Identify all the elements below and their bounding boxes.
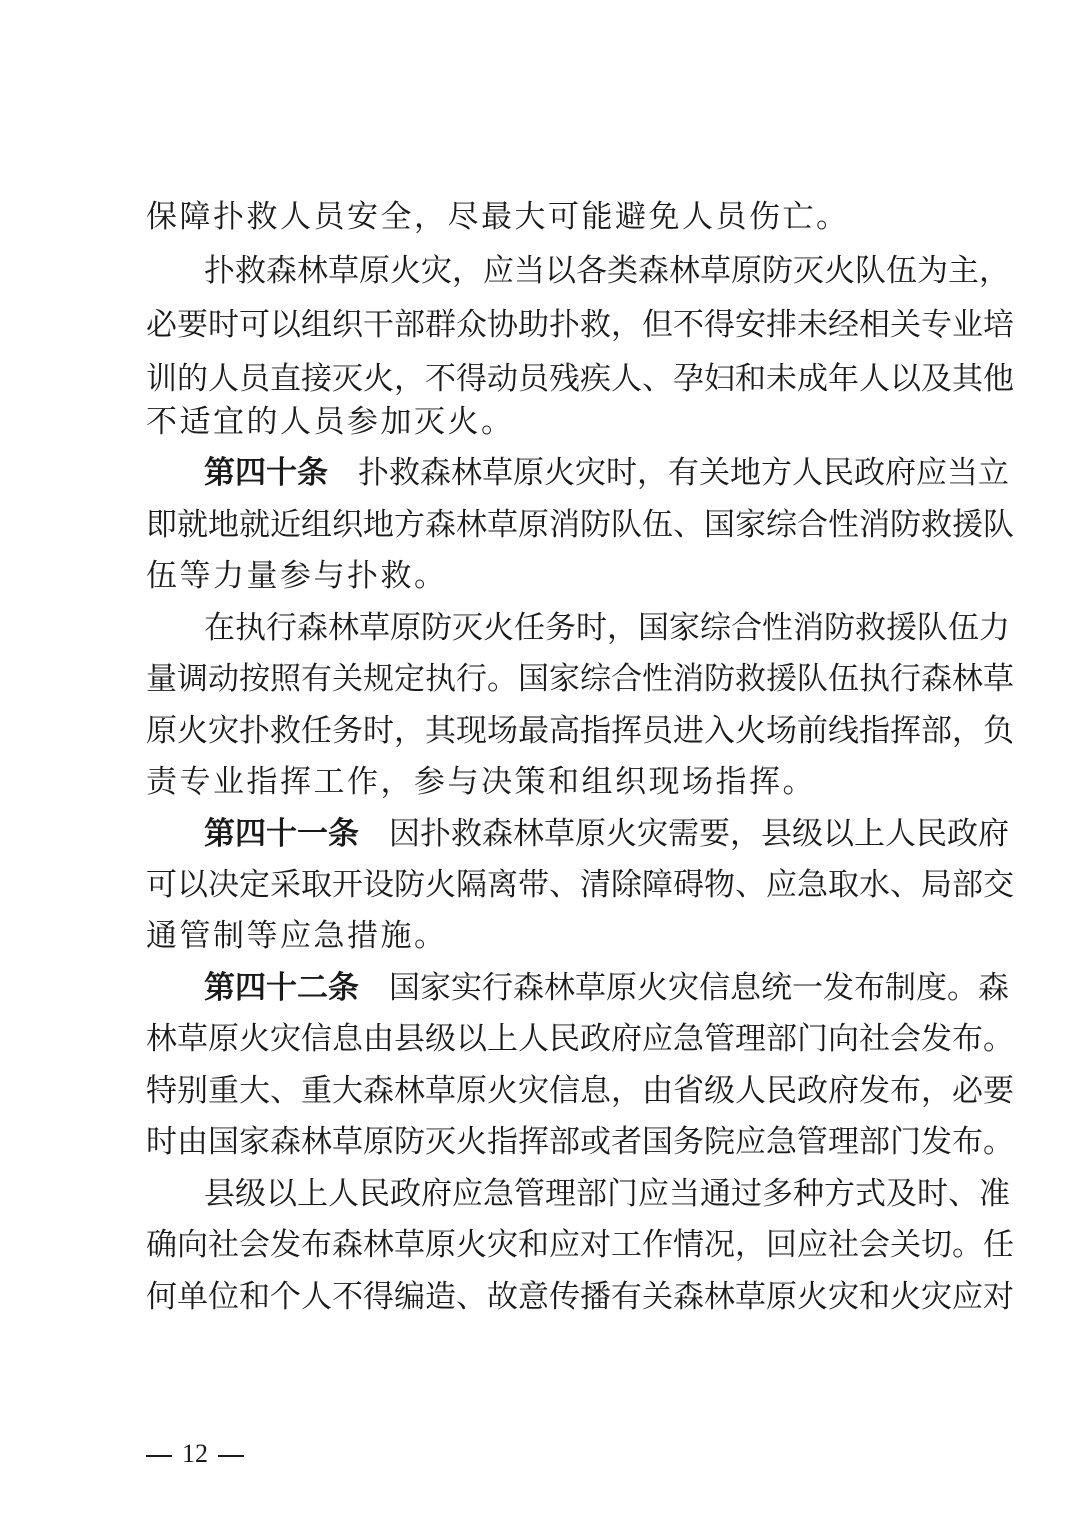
text-line: 必要时可以组织干部群众协助扑救，但不得安排未经相关专业培 xyxy=(146,307,1014,343)
dash-right xyxy=(218,1455,244,1457)
text-line: 林草原火灾信息由县级以上人民政府应急管理部门向社会发布。 xyxy=(146,1021,1014,1057)
article-41-heading: 第四十一条 xyxy=(204,816,359,852)
text-line: 扑救森林草原火灾时，有关地方人民政府应当立 xyxy=(358,455,1009,491)
page-number-value: 12 xyxy=(182,1439,208,1468)
article-42-line xyxy=(204,961,1009,1015)
text-line: 可以决定采取开设防火隔离带、清除障碍物、应急取水、局部交 xyxy=(146,867,1014,903)
text-line: 何单位和个人不得编造、故意传播有关森林草原火灾和火灾应对 xyxy=(146,1279,1014,1315)
text-line: 国家实行森林草原火灾信息统一发布制度。森 xyxy=(389,970,1009,1006)
text-line: 确向社会发布森林草原火灾和应对工作情况，回应社会关切。任 xyxy=(146,1227,1014,1263)
article-40-line xyxy=(204,446,1009,500)
text-line: 扑救森林草原火灾，应当以各类森林草原防灭火队伍为主， xyxy=(204,253,1010,289)
text-line: 县级以上人民政府应急管理部门应当通过多种方式及时、准 xyxy=(204,1176,1010,1212)
article-41-line xyxy=(204,807,1009,861)
text-line: 不适宜的人员参加灭火。 xyxy=(146,404,515,440)
text-line: 责专业指挥工作，参与决策和组织现场指挥。 xyxy=(146,764,816,800)
text-line: 在执行森林草原防灭火任务时，国家综合性消防救援队伍力 xyxy=(204,610,1010,646)
text-line: 保障扑救人员安全，尽最大可能避免人员伤亡。 xyxy=(146,199,850,235)
article-42-heading: 第四十二条 xyxy=(204,970,359,1006)
text-line: 伍等力量参与扑救。 xyxy=(146,558,448,594)
text-line: 因扑救森林草原火灾需要，县级以上人民政府 xyxy=(389,816,1009,852)
text-line: 原火灾扑救任务时，其现场最高指挥员进入火场前线指挥部，负 xyxy=(146,713,1014,749)
text-line: 即就地就近组织地方森林草原消防队伍、国家综合性消防救援队 xyxy=(146,507,1014,543)
text-line: 时由国家森林草原防灭火指挥部或者国务院应急管理部门发布。 xyxy=(146,1124,1014,1160)
dash-left xyxy=(146,1455,172,1457)
text-line: 量调动按照有关规定执行。国家综合性消防救援队伍执行森林草 xyxy=(146,661,1014,697)
text-line: 通管制等应急措施。 xyxy=(146,918,448,954)
text-line: 训的人员直接灭火，不得动员残疾人、孕妇和未成年人以及其他 xyxy=(146,361,1014,397)
page-number xyxy=(146,1434,244,1474)
text-line: 特别重大、重大森林草原火灾信息，由省级人民政府发布，必要 xyxy=(146,1073,1014,1109)
article-40-heading: 第四十条 xyxy=(204,455,328,491)
